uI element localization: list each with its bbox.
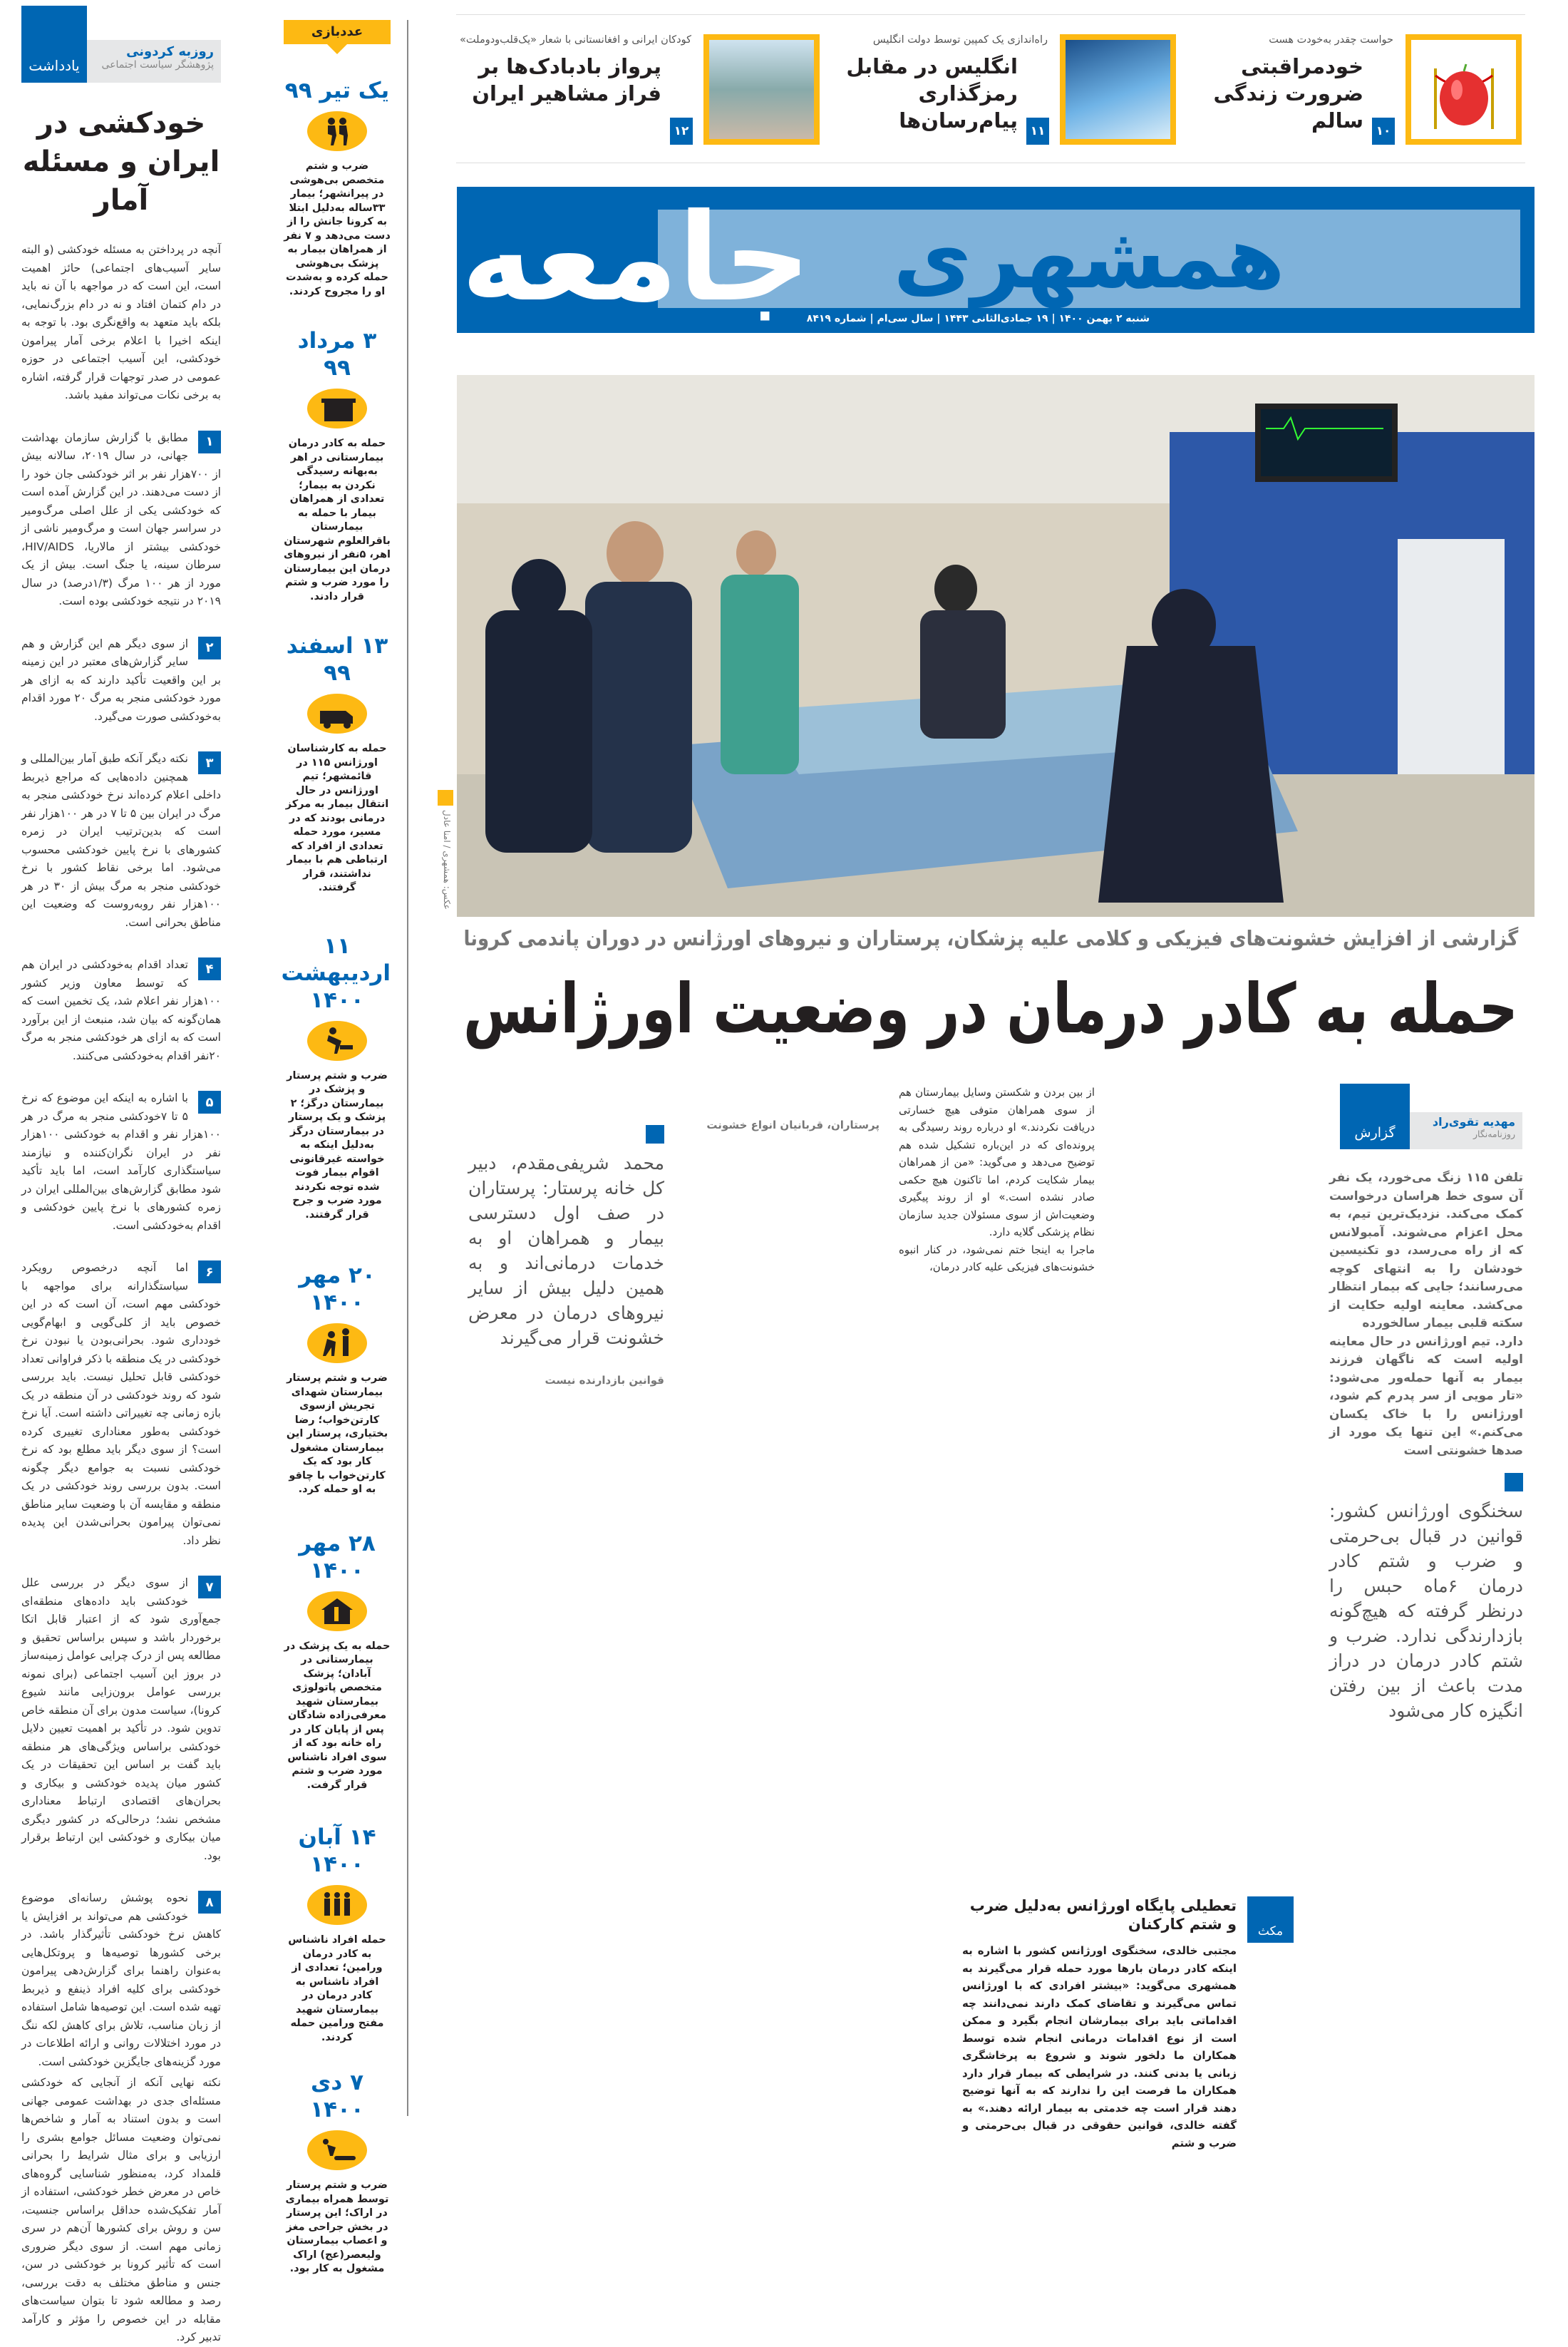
article-column: از بین بردن و شکستن وسایل بیمارستان هم از سوی همراهان متوفی هیچ خسارتی دریافت نکردند.» او درباره روند رسیدگی به پرونده‌ای که در این‌باره تشکیل شده هم توضیح می‌دهد و می‌گوید: «من از همراهان بیمار شکایت کردم، اما تاکنون هیچ حکمی صادر نشده است.» او از روند پیگیری وضعیت‌اش از سوی مسئولان جدید سازمان نظام پزشکی گلایه دارد. ماجرا به اینجا ختم نمی‌شود، در کنار انبوه خشونت‌های فیزیکی علیه کادر درمان، bbox=[899, 1086, 1095, 1273]
timeline-entry bbox=[281, 933, 391, 1223]
masthead bbox=[457, 187, 1535, 333]
article-column-lede bbox=[1329, 1169, 1523, 1723]
timeline-date: ۱۳ اسفند ۹۹ bbox=[286, 633, 388, 686]
opinion-intro: آنچه در پرداختن به مسئله خودکشی (و البته سایر آسیب‌های اجتماعی) حائز اهمیت است، این است که در مواجهه با آن نه باید در دام کتمان افتاد و نه در دام بزرگ‌نمایی، بلکه باید متعهد به واقع‌نگری بود. با توجه به اینکه اخیرا با اعلام برخی آمار پیرامون خودکشی، این آسیب اجتماعی در حوزه عمومی در صدر توجهات قرار گرفته، اشاره به برخی نکات می‌تواند مفید باشد. bbox=[21, 243, 221, 401]
item-number-badge: ۳ bbox=[198, 751, 221, 774]
timeline-date: ۲۰ مهر ۱۴۰۰ bbox=[299, 1263, 376, 1315]
article-column bbox=[684, 1112, 880, 1134]
attacker-icon bbox=[307, 1323, 367, 1363]
hospital-building-icon bbox=[307, 389, 367, 428]
opinion-column bbox=[21, 20, 221, 2347]
sidebar-box-makth bbox=[962, 1896, 1294, 2152]
section-label: یادداشت bbox=[21, 6, 87, 83]
timeline-entry bbox=[284, 632, 391, 895]
timeline-date: یک تیر ۹۹ bbox=[284, 78, 390, 103]
pull-quote-nurses-house: محمد شریفی‌مقدم، دبیر کل خانه پرستار: پرستاران در صف اول دسترسی بیمار و همراهان او به خدمات درمانی‌اند و به همین دلیل بیش از سایر نیروهای درمان در معرض خشونت قرار می‌گیرند bbox=[468, 1153, 664, 1348]
opinion-numbered-item bbox=[21, 1889, 221, 2071]
article-column-quote bbox=[468, 1112, 664, 1390]
fallen-person-icon bbox=[307, 2130, 367, 2170]
pull-quote-emergency-spokesman: سخنگوی اورژانس کشور: قوانین در قبال بی‌حرمتی و ضرب و شتم کادر درمان ۶ماه حبس را درنظر گرفته که هیچ‌گونه بازدارندگی ندارد. ضرب و شتم کادر درمان در دراز مدت باعث از بین رفتن انگیزه کار می‌شود bbox=[1329, 1501, 1523, 1721]
opinion-closing: نکته نهایی آنکه از آنجایی که خودکشی مسئله‌ای جدی در بهداشت عمومی جهانی است و بدون استناد به آمار و شاخص‌ها نمی‌توان وضعیت مسائل جوامع بشری را ارزیابی و برای مثال شرایط را بحرانی قلمداد کرد، به‌منظور شناسایی گروه‌های خاص در معرض خطر خودکشی، استفاده از آمار تفکیک‌شده حداقل براساس جنسیت، سن و روش برای کشورها آن‌هم در سری زمانی مهم است. از سوی دیگر ضروری است که تأثیر کرونا بر خودکشی در سن، جنس و مناطق مختلف به دقت بررسی، رصد و مطالعه شود تا بتوان سیاست‌های مقابله در این خصوص را مؤثر و کارآمد تدبیر کرد. bbox=[21, 2076, 221, 2343]
timeline-entry bbox=[284, 77, 391, 299]
item-number-badge: ۶ bbox=[198, 1260, 221, 1283]
group-icon bbox=[307, 1885, 367, 1925]
timeline-entry bbox=[284, 1824, 391, 2045]
section-title-jameh: جامعه bbox=[461, 188, 811, 329]
page-number-badge: ۱۰ bbox=[1372, 118, 1395, 145]
timeline-date: ۲۸ مهر ۱۴۰۰ bbox=[299, 1530, 376, 1583]
item-text: از سوی دیگر هم این گزارش و هم سایر گزارش‌های معتبر در این زمینه بر این واقعیت تأکید دارند که به ازای هر مورد خودکشی منجر به مرگ ۲۰ مورد اقدام به‌خودکشی صورت می‌گیرد. bbox=[21, 637, 222, 723]
opinion-numbered-item bbox=[21, 635, 221, 726]
item-text: تعداد اقدام به‌خودکشی در ایران هم که توسط معاون وزیر کشور ۱۰۰هزار نفر اعلام شد، یک تخمین است که همان‌گونه که بیان شد، منبعث از این برآورد است که به ازای هر خودکشی منجر به مرگ ۲۰نفر اقدام به‌خودکشی می‌کنند. bbox=[21, 958, 221, 1062]
column-divider bbox=[407, 20, 408, 2116]
timeline-text: حمله به کارشناسان اورژانس ۱۱۵ در قائمشهر؛ تیم اورژانس در حال انتقال بیمار به مرکز درمانی بودند که در مسیر، مورد حمله تعدادی از افراد که ارتباطی هم با بیمار نداشتند، قرار گرفتند. bbox=[285, 743, 389, 893]
article-lede: تلفن ۱۱۵ زنگ می‌خورد، یک نفر آن سوی خط هراسان درخواست کمک می‌کند. نزدیک‌ترین تیم، به محل اعزام می‌شوند. آمبولانس که از راه می‌رسد، دو تکنیسین خودشان را به انتهای کوچه می‌رسانند؛ جایی که بیمار انتظار می‌کشد. معاینه اولیه حکایت از سکته قلبی بیمار سالخورده bbox=[1329, 1171, 1523, 1330]
item-text: با اشاره به اینکه این موضوع که نرخ ۵ تا ۷خودکشی منجر به مرگ در هر ۱۰۰هزار نفر و اقدام به خودکشی ۱۰۰هزار نفر در ایران نگران‌کننده و نیازمند سیاستگذاری کارآمد است، اما باید تأکید شود مطابق گزارش‌های بین‌المللی ایران در زمره کشورهای با نرخ پایین خودکشی و اقدام به‌خودکشی است. bbox=[21, 1092, 221, 1232]
teaser-title[interactable]: پرواز بادبادک‌ها بر فراز مشاهیر ایران bbox=[472, 54, 661, 106]
timeline-entry bbox=[284, 1262, 391, 1497]
brand-logo-hamshahri: همشهری bbox=[658, 210, 1520, 308]
item-text: نحوه پوشش رسانه‌ای موضوع خودکشی هم می‌تواند بر افزایش یا کاهش نرخ خودکشی تأثیرگذار باشد. در برخی کشورها توصیه‌ها و پروتکل‌هایی به‌عنوان راهنما برای گزارش‌دهی پیرامون خودکشی برای کلیه افراد ذینفع و ذیربط تهیه شده است. این توصیه‌ها شامل استفاده از زبان مناسب، تلاش برای کاهش لکه ننگ در مورد اختلالات روانی و ارائه اطلاعات در مورد گزینه‌های جایگزین خودکشی است. bbox=[21, 1891, 221, 2068]
subheading-nurses: پرستاران، قربانیان انواع خشونت bbox=[706, 1119, 880, 1131]
teaser-self-care[interactable] bbox=[1194, 34, 1522, 145]
item-text: اما آنچه درخصوص رویکرد سیاستگذارانه برای مواجهه با خودکشی مهم است، آن است که در این خصوص باید از کلی‌گویی و ابهام‌گویی خودداری شود. بحرانی‌بودن یا نبودن نرخ خودکشی در یک منطقه با ذکر فراوانی تعداد خودکشی قابل تحلیل نیست. باید بررسی شود که روند خودکشی در آن منطقه در یک بازه زمانی چه تغییراتی داشته است. آیا نرخ خودکشی به‌طور معناداری تغییری کرده است؟ از سوی دیگر باید مطلع بود که نرخ خودکشی نسبت به جوامع دیگر چگونه است. بدون بررسی روند خودکشی در یک منطقه و مقایسه آن با وضعیت سایر مناطق نمی‌توان پیرامون بحرانی‌شدن این پدیده نظر داد. bbox=[21, 1261, 221, 1547]
timeline-text: حمله به یک پزشک در بیمارستانی در آبادان؛ پزشک متخصص پاتولوژی بیمارستان شهید معرفی‌زاده شادگان پس از پایان کار در راه خانه بود که از سوی افراد ناشناس مورد ضرب و شتم قرار گرفت. bbox=[284, 1640, 391, 1791]
timeline-date: ۳ مرداد ۹۹ bbox=[297, 328, 377, 381]
credit-marker-icon bbox=[438, 790, 453, 806]
author-role: روزنامه‌نگار bbox=[1472, 1129, 1515, 1139]
quote-marker-icon bbox=[1505, 1473, 1523, 1491]
timeline-text: حمله افراد ناشناس به کادر درمان ورامین؛ تعدادی از افراد ناشناس به کادر درمان در بیمارستان شهید مفتح ورامین حمله کردند. bbox=[288, 1934, 386, 2043]
opinion-numbered-item bbox=[21, 956, 221, 1065]
opinion-numbered-item bbox=[21, 1089, 221, 1235]
item-number-badge: ۸ bbox=[198, 1891, 221, 1914]
issue-date-line: شنبه ۲ بهمن ۱۴۰۰ | ۱۹ جمادی‌الثانی ۱۴۴۳ | سال سی‌ام | شماره ۸۴۱۹ bbox=[806, 313, 1150, 324]
teaser-kicker: راه‌اندازی یک کمپین توسط دولت انگلیس bbox=[872, 34, 1048, 46]
opinion-byline bbox=[87, 40, 221, 83]
timeline-text: ضرب و شتم متخصص بی‌هوشی در پیرانشهر؛ بیمار ۳۳ساله به‌دلیل ابتلا به کرونا جانش را از دست می‌دهد و ۷ نفر از همراهان بیمار به پزشک بی‌هوشی حمله کرده و به‌شدت او را مجروح کردند. bbox=[284, 160, 391, 297]
opinion-title[interactable]: خودکشی در ایران و مسئله آمار bbox=[22, 107, 220, 217]
section-label: گزارش bbox=[1340, 1084, 1410, 1149]
timeline-text: حمله به کادر درمان بیمارستانی در اهر به‌بهانه رسیدگی نکردن به بیمار؛ تعدادی از همراهان بیمار با حمله به بیمارستان باقرالعلوم شهرستان اهر، ۵نفر از نیروهای درمان این بیمارستان را مورد ضرب و شتم قرار دادند. bbox=[284, 438, 391, 602]
timeline-date: ۱۱ اردیبهشت ۱۴۰۰ bbox=[281, 933, 391, 1013]
item-number-badge: ۲ bbox=[198, 637, 221, 659]
timeline-date: ۱۴ آبان ۱۴۰۰ bbox=[298, 1824, 376, 1877]
page-number-badge: ۱۱ bbox=[1026, 118, 1049, 145]
item-number-badge: ۱ bbox=[198, 431, 221, 453]
item-number-badge: ۷ bbox=[198, 1576, 221, 1598]
teaser-title[interactable]: انگلیس در مقابل رمزگذاری پیام‌رسان‌ها bbox=[846, 54, 1018, 133]
laptop-image bbox=[1060, 34, 1176, 145]
author-name: روزبه کردونی bbox=[126, 44, 214, 59]
teaser-uk-encryption[interactable] bbox=[834, 34, 1176, 145]
ambulance-icon bbox=[307, 694, 367, 734]
item-text: از سوی دیگر در بررسی علل خودکشی باید داده‌های منطقه‌ای جمع‌آوری شود که از اعتبار قابل اتکا برخوردار باشد و سپس براساس تحقیق و مطالعه پس از درک چرایی عوامل زمینه‌ساز در بروز این آسیب اجتماعی (برای نمونه بررسی عوامل برون‌زایی مانند شیوع کرونا)، سیاست مدون برای آن منطقه خاص تدوین شود. در تأکید بر اهمیت تعیین دلایل خودکشی براساس ویژگی‌های هر منطقه باید گفت بر اساس این تحقیقات در یک کشور میان پدیده خودکشی و بیکاری و بحران‌های اقتصادی ارتباط معناداری مشخص نشد؛ درحالی‌که در کشور دیگری میان بیکاری و خودکشی این ارتباط برقرار بود. bbox=[21, 1576, 221, 1862]
item-text: مطابق با گزارش سازمان بهداشت جهانی، در سال ۲۰۱۹، سالانه بیش از ۷۰۰هزار نفر بر اثر خودکشی جان خود را از دست می‌دهند. در این گزارش آمده است که خودکشی یکی از علل اصلی مرگ‌ومیر در سراسر جهان است و مرگ‌ومیر ناشی از خودکشی بیشتر از مالاریا، HIV/AIDS، سرطان سینه، یا جنگ است. بیش از یک مورد از هر ۱۰۰ مرگ (۱/۳درصد) در سال ۲۰۱۹ در نتیجه خودکشی بوده است. bbox=[21, 431, 222, 607]
author-role: پژوهشگر سیاست اجتماعی bbox=[101, 59, 214, 71]
timeline-entry bbox=[284, 2069, 391, 2276]
timeline-header: عددبازی bbox=[284, 20, 391, 44]
opinion-numbered-item bbox=[21, 1574, 221, 1865]
quote-marker-icon bbox=[646, 1125, 664, 1144]
item-text: نکته دیگر آنکه طبق آمار بین‌المللی و همچنین داده‌هایی که مراجع ذیربط داخلی اعلام کرده‌اند نرخ خودکشی منجر به مرگ در ایران بین ۵ تا ۷ در هر ۱۰۰هزار نفر است که بدین‌ترتیب ایران در زمره کشورهای با نرخ پایین خودکشی محسوب می‌شود. اما برخی نقاط کشور با نرخ خودکشی منجر به مرگ بیش از ۳۰ در هر ۱۰۰هزار نفر روبه‌روست که وضعیت این مناطق بحرانی است. bbox=[21, 752, 221, 929]
main-subheadline: گزارشی از افزایش خشونت‌های فیزیکی و کلامی علیه پزشکان، پرستاران و نیروهای اورژانس در دوران پاندمی کرونا bbox=[463, 926, 1518, 950]
timeline-sidebar bbox=[281, 20, 391, 2276]
timeline-text: ضرب و شتم پرستار توسط همراه بیماری در اراک؛ این پرستار در بخش جراحی مغز و اعصاب بیمارستان ولیعصر(عج) اراک مشغول به کار بود. bbox=[285, 2179, 389, 2274]
subheading-laws: قوانین بازدارنده نیست bbox=[545, 1374, 664, 1387]
page-number-badge: ۱۲ bbox=[670, 118, 693, 145]
report-byline bbox=[1340, 1084, 1522, 1149]
item-number-badge: ۴ bbox=[198, 957, 221, 980]
timeline-text: ضرب و شتم پرستار و پزشک در بیمارستان درگز؛ ۲ پزشک و یک پرستار در بیمارستان درگز به‌دلیل اینکه به خواسته غیرقانونی اقوام بیمار فوت شده توجه نکردند مورد ضرب و جرح قرار گرفتند. bbox=[287, 1069, 388, 1221]
timeline-entry bbox=[284, 1530, 391, 1793]
timeline-entry bbox=[284, 327, 391, 604]
box-label: مکث bbox=[1247, 1896, 1294, 1943]
timeline-date: ۷ دی ۱۴۰۰ bbox=[310, 2070, 364, 2122]
author-name: مهدیه تقوی‌راد bbox=[1432, 1115, 1515, 1129]
box-title[interactable]: تعطیلی پایگاه اورژانس به‌دلیل ضرب و شتم کارکنان bbox=[969, 1897, 1237, 1933]
hospital-photo bbox=[457, 375, 1535, 917]
teaser-title[interactable]: خودمراقبتی ضرورت زندگی سالم bbox=[1213, 54, 1363, 133]
photo-credit: عکس: همشهری / امنا عادل bbox=[436, 790, 453, 911]
main-headline[interactable]: حمله به کادر درمان در وضعیت اورژانس bbox=[463, 969, 1518, 1049]
timeline-text: ضرب و شتم پرستار بیمارستان شهدای تجریش ازسوی کارتن‌خواب؛ رضا بختیاری، پرستار این بیمارستان مشغول کار بود که یک کارتن‌خواب با چاقو به او حمله کرد. bbox=[286, 1372, 388, 1495]
kites-image bbox=[703, 34, 820, 145]
opinion-numbered-item bbox=[21, 1259, 221, 1550]
teaser-kicker: کودکان ایرانی و افغانستانی با شعار «یک‌قلب‌ودوملت» bbox=[460, 34, 691, 46]
opinion-numbered-item bbox=[21, 429, 221, 611]
house-person-icon bbox=[307, 1591, 367, 1631]
apple-image bbox=[1405, 34, 1522, 145]
article-lede-continued: دارد. تیم اورژانس در حال معاینه اولیه است که ناگهان فرزند بیمار به آنها حمله‌ور می‌شود: «تار مویی از سر پدرم کم شود، اورژانس را با خاک یکسان می‌کنم.» این تنها یک مورد از صدها خشونتی است bbox=[1329, 1334, 1523, 1458]
box-body: مجتبی خالدی، سخنگوی اورژانس کشور با اشاره به اینکه کادر درمان بارها مورد حمله قرار می‌گیرند به همشهری می‌گوید: «بیشتر افرادی که با اورژانس تماس می‌گیرند و تقاضای کمک دارند نمی‌دانند چه اقداماتی باید برای بیمارشان انجام بگیرد و ممکن است از نوع اقدامات درمانی انجام شده توسط همکاران ما دلخور شوند و شروع به پرخاشگری زبانی یا بدنی کنند. در شرایطی که بیمار قرار دارد همکاران ما فرصت این را ندارند که به آنها توضیح دهند قرار است چه خدمتی به بیمار ارائه دهند.» به گفته خالدی، قوانین حقوقی در قبال بی‌حرمتی و ضرب و شتم bbox=[962, 1944, 1237, 2150]
opinion-numbered-item bbox=[21, 750, 221, 932]
fight-icon bbox=[307, 111, 367, 151]
assault-icon bbox=[307, 1021, 367, 1061]
teaser-kicker: حواست چقدر به‌خودت هست bbox=[1269, 34, 1393, 46]
teaser-kites[interactable] bbox=[460, 34, 820, 145]
item-number-badge: ۵ bbox=[198, 1091, 221, 1114]
